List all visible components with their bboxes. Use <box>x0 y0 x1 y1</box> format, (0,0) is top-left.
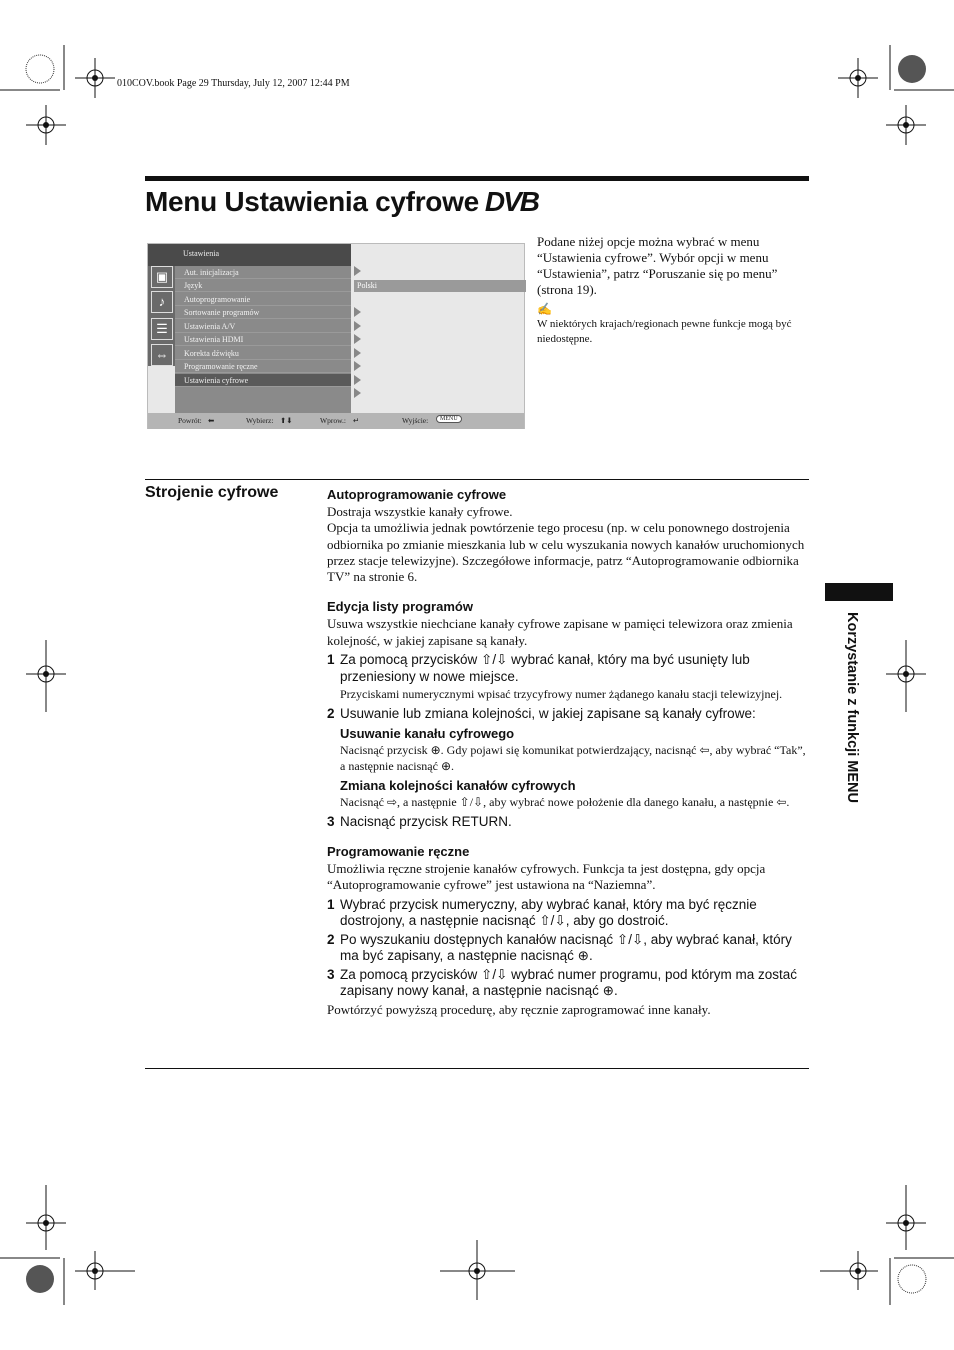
step-subtext: Przyciskami numerycznymi wpisać trzycyfrowy numer żądanego kanału stacji telewizyjnej. <box>340 687 783 702</box>
manual-step-1 <box>327 897 811 930</box>
edit-p1: Usuwa wszystkie niechciane kanały cyfrowe zapisane w pamięci telewizora oraz zmienia kolejność, w jakiej zapisane są kanały. <box>327 616 793 648</box>
tv-menu-screenshot <box>147 243 525 429</box>
tv-menu-header-label: Ustawienia <box>183 249 219 258</box>
section-rule-top <box>145 479 809 480</box>
tv-menu-item[interactable]: Aut. inicjalizacja <box>175 266 351 279</box>
list-icon: ☰ <box>151 318 173 340</box>
remove-heading: Usuwanie kanału cyfrowego <box>340 726 515 742</box>
tv-menu-list <box>175 266 351 413</box>
page-title <box>145 186 538 218</box>
chevron-right-icon <box>354 334 361 344</box>
tv-footer-enter: Wprow.: <box>320 416 346 425</box>
tv-menu-item-selected[interactable]: Ustawienia cyfrowe <box>175 374 351 387</box>
step-text: Za pomocą przycisków ⇧/⇩ wybrać kanał, który ma być usunięty lub przeniesiony w nowe miejsce. <box>340 652 750 684</box>
enter-icon: ↵ <box>353 416 360 425</box>
note-paragraph: W niektórych krajach/regionach pewne funkcje mogą być niedostępne. <box>537 318 792 345</box>
step-number: 2 <box>327 705 335 721</box>
back-arrow-icon: ⬅ <box>208 416 215 425</box>
tv-menu-item[interactable]: Sortowanie programów <box>175 306 351 319</box>
main-column <box>327 487 811 1018</box>
step-number: 3 <box>327 813 335 829</box>
step-text: Za pomocą przycisków ⇧/⇩ wybrać numer programu, pod którym ma zostać zapisany nowy kanał, a następnie nacisnąć ⊕. <box>340 966 798 999</box>
manual-p2: Powtórzyć powyższą procedurę, aby ręcznie zaprogramować inne kanały. <box>327 1001 711 1017</box>
edit-step-1 <box>327 652 811 703</box>
dvb-logo: DVB <box>484 186 538 217</box>
picture-icon: ▣ <box>151 266 173 288</box>
side-tab-marker <box>825 583 893 601</box>
step-text: Po wyszukaniu dostępnych kanałów nacisnąć ⇧/⇩, aby wybrać kanał, który ma być zapisany, a następnie nacisnąć ⊕. <box>340 931 792 964</box>
tv-footer-back: Powrót: <box>178 416 202 425</box>
tv-menu-icon-column <box>148 266 175 366</box>
auto-p2: Opcja ta umożliwia jednak powtórzenie tego procesu (np. w celu ponownego dostrojenia odbiornika po zmianie mieszkania lub w celu wyszukania nowych kanałów uruchomionych przez stacje telewizyjne). Szczegółowe informacje, patrz “Autoprogramowanie odbiornika TV” na stronie 6. <box>327 520 805 585</box>
edit-heading: Edycja listy programów <box>327 599 473 615</box>
intro-paragraph: Podane niżej opcje można wybrać w menu “Ustawienia cyfrowe”. Wybór opcji w menu “Ustawienia”, patrz “Poruszanie się po menu” (strona 19). <box>537 234 778 297</box>
step-text: Usuwanie lub zmiana kolejności, w jakiej zapisane są kanały cyfrowe: <box>340 705 756 721</box>
edit-step-3 <box>327 814 811 831</box>
chevron-right-icon <box>354 388 361 398</box>
note-pencil-icon: ✍ <box>537 302 552 316</box>
manual-p1: Umożliwia ręczne strojenie kanałów cyfrowych. Funkcja ta jest dostępna, gdy opcja “Autoprogramowanie cyfrowe” jest ustawiona na “Naziemna”. <box>327 861 766 893</box>
tv-menu-item[interactable]: Ustawienia A/V <box>175 320 351 333</box>
manual-step-3 <box>327 967 811 1000</box>
step-number: 2 <box>327 931 335 947</box>
chevron-right-icon <box>354 375 361 385</box>
menu-badge: MENU <box>436 415 462 423</box>
reorder-text: Nacisnąć ⇨, a następnie ⇧/⇩, aby wybrać nowe położenie dla danego kanału, a następnie ⇦. <box>340 795 790 810</box>
chevron-right-icon <box>354 348 361 358</box>
tv-menu-item[interactable]: Korekta dźwięku <box>175 347 351 360</box>
remove-text: Nacisnąć przycisk ⊕. Gdy pojawi się komunikat potwierdzający, nacisnąć ⇦, aby wybrać “Tak”, a następnie nacisnąć ⊕. <box>340 743 806 773</box>
tv-footer-select: Wybierz: <box>246 416 274 425</box>
settings-icon: ⇔ <box>151 344 173 366</box>
manual-step-2 <box>327 932 811 965</box>
section-rule-bottom <box>145 1068 809 1069</box>
tv-menu-header <box>148 244 351 266</box>
tv-menu-item[interactable]: Programowanie ręczne <box>175 360 351 373</box>
step-text: Nacisnąć przycisk RETURN. <box>340 813 512 829</box>
chevron-right-icon <box>354 321 361 331</box>
edit-step-2 <box>327 706 811 811</box>
tv-menu-item[interactable]: Autoprogramowanie <box>175 293 351 306</box>
side-tab <box>844 612 860 852</box>
chevron-right-icon <box>354 361 361 371</box>
section-title: Strojenie cyfrowe <box>145 484 279 501</box>
tv-footer-exit: Wyjście: <box>402 416 429 425</box>
sound-icon: ♪ <box>151 291 173 313</box>
step-number: 1 <box>327 652 335 668</box>
tv-menu-item[interactable]: Ustawienia HDMI <box>175 333 351 346</box>
tv-menu-footer <box>148 413 524 429</box>
step-text: Wybrać przycisk numeryczny, aby wybrać kanał, który ma być ręcznie dostrojony, a następnie nacisnąć ⇧/⇩, aby go dostroić. <box>340 896 757 929</box>
title-rule <box>145 176 809 181</box>
page-title-text: Menu Ustawienia cyfrowe <box>145 186 479 217</box>
side-tab-label: Korzystanie z funkcji MENU <box>844 612 860 803</box>
up-down-icon: ⬆⬇ <box>280 416 293 425</box>
print-header-meta: 010COV.book Page 29 Thursday, July 12, 2007 12:44 PM <box>117 78 350 89</box>
manual-heading: Programowanie ręczne <box>327 844 470 860</box>
step-number: 1 <box>327 896 335 912</box>
tv-menu-sub-value: Polski <box>354 280 526 292</box>
chevron-right-icon <box>354 307 361 317</box>
step-number: 3 <box>327 966 335 982</box>
reorder-heading: Zmiana kolejności kanałów cyfrowych <box>340 778 576 794</box>
auto-p1: Dostraja wszystkie kanały cyfrowe. <box>327 504 513 519</box>
chevron-right-icon <box>354 266 361 276</box>
tv-menu-item[interactable]: Język <box>175 279 351 292</box>
auto-heading: Autoprogramowanie cyfrowe <box>327 487 507 502</box>
